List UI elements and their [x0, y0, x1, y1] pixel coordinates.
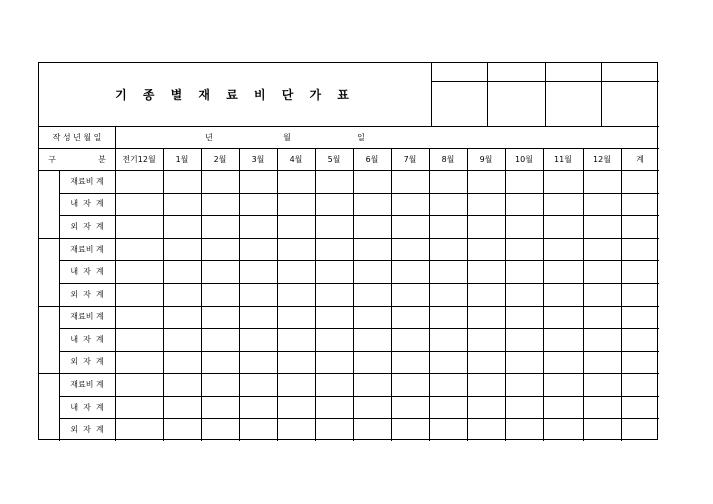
approval-header-line: [431, 81, 659, 82]
data-cell[interactable]: [430, 329, 467, 351]
data-cell[interactable]: [240, 171, 277, 193]
data-cell[interactable]: [584, 284, 621, 306]
data-cell[interactable]: [278, 307, 315, 329]
data-cell[interactable]: [278, 171, 315, 193]
data-cell[interactable]: [202, 194, 239, 216]
data-cell[interactable]: [430, 261, 467, 283]
data-cell[interactable]: [584, 261, 621, 283]
data-cell[interactable]: [622, 352, 659, 374]
data-cell[interactable]: [544, 419, 583, 441]
data-cell[interactable]: [506, 352, 543, 374]
data-cell[interactable]: [240, 374, 277, 396]
data-cell[interactable]: [544, 239, 583, 261]
data-cell[interactable]: [202, 239, 239, 261]
data-cell[interactable]: [240, 284, 277, 306]
data-cell[interactable]: [544, 284, 583, 306]
data-cell[interactable]: [240, 397, 277, 419]
data-cell[interactable]: [116, 216, 163, 238]
data-cell[interactable]: [430, 352, 467, 374]
data-cell[interactable]: [584, 329, 621, 351]
row-label: 내 자 계: [70, 334, 104, 344]
data-cell[interactable]: [316, 329, 353, 351]
data-cell[interactable]: [392, 307, 429, 329]
data-cell[interactable]: [430, 307, 467, 329]
data-cell[interactable]: [544, 194, 583, 216]
data-cell[interactable]: [584, 194, 621, 216]
data-cell[interactable]: [278, 284, 315, 306]
data-cell[interactable]: [316, 171, 353, 193]
data-cell[interactable]: [392, 284, 429, 306]
day-unit: 일: [357, 132, 365, 142]
data-cell[interactable]: [316, 397, 353, 419]
data-cell[interactable]: [544, 261, 583, 283]
data-cell[interactable]: [116, 284, 163, 306]
data-cell[interactable]: [240, 261, 277, 283]
data-cell[interactable]: [622, 261, 659, 283]
data-cell[interactable]: [202, 261, 239, 283]
data-cell[interactable]: [354, 307, 391, 329]
data-cell[interactable]: [164, 284, 201, 306]
column-header: 2월: [213, 154, 227, 164]
data-cell[interactable]: [544, 374, 583, 396]
data-cell[interactable]: [544, 307, 583, 329]
data-cell[interactable]: [430, 284, 467, 306]
data-cell[interactable]: [278, 419, 315, 441]
data-cell[interactable]: [354, 329, 391, 351]
data-cell[interactable]: [202, 216, 239, 238]
row-label: 내 자 계: [70, 267, 104, 277]
data-cell[interactable]: [354, 171, 391, 193]
data-cell[interactable]: [430, 171, 467, 193]
data-cell[interactable]: [316, 239, 353, 261]
data-cell[interactable]: [164, 194, 201, 216]
data-cell[interactable]: [116, 397, 163, 419]
data-cell[interactable]: [240, 419, 277, 441]
column-header: 6월: [365, 154, 379, 164]
row-label: 외 자 계: [70, 357, 104, 367]
data-cell[interactable]: [430, 419, 467, 441]
data-cell[interactable]: [316, 307, 353, 329]
column-header: 10월: [515, 154, 533, 164]
approval-divider: [487, 63, 488, 126]
year-unit: 년: [205, 132, 213, 142]
row-label: 외 자 계: [70, 289, 104, 299]
data-cell[interactable]: [316, 261, 353, 283]
data-cell[interactable]: [164, 419, 201, 441]
data-cell[interactable]: [584, 397, 621, 419]
data-cell[interactable]: [468, 397, 505, 419]
data-cell[interactable]: [164, 307, 201, 329]
data-cell[interactable]: [202, 307, 239, 329]
approval-left-border: [431, 63, 432, 126]
row-label: 재료비 계: [70, 380, 104, 390]
data-cell[interactable]: [354, 261, 391, 283]
data-cell[interactable]: [544, 352, 583, 374]
column-header: 7월: [403, 154, 417, 164]
data-cell[interactable]: [506, 239, 543, 261]
data-cell[interactable]: [164, 216, 201, 238]
data-cell[interactable]: [202, 352, 239, 374]
data-cell[interactable]: [240, 216, 277, 238]
data-cell[interactable]: [622, 374, 659, 396]
bun-label: 분: [98, 154, 106, 164]
data-cell[interactable]: [622, 216, 659, 238]
data-cell[interactable]: [116, 171, 163, 193]
data-cell[interactable]: [164, 374, 201, 396]
data-cell[interactable]: [506, 171, 543, 193]
data-cell[interactable]: [584, 374, 621, 396]
month-unit: 월: [283, 132, 291, 142]
data-cell[interactable]: [468, 329, 505, 351]
data-cell[interactable]: [430, 397, 467, 419]
data-cell[interactable]: [622, 194, 659, 216]
data-cell[interactable]: [544, 397, 583, 419]
data-cell[interactable]: [164, 171, 201, 193]
data-cell[interactable]: [278, 352, 315, 374]
data-cell[interactable]: [392, 329, 429, 351]
data-cell[interactable]: [584, 419, 621, 441]
data-cell[interactable]: [468, 239, 505, 261]
title-bottom-line: [39, 126, 659, 127]
data-cell[interactable]: [468, 284, 505, 306]
data-cell[interactable]: [116, 352, 163, 374]
data-cell[interactable]: [506, 216, 543, 238]
data-cell[interactable]: [622, 171, 659, 193]
data-cell[interactable]: [392, 374, 429, 396]
column-header: 전기12월: [122, 154, 156, 164]
data-cell[interactable]: [622, 307, 659, 329]
data-cell[interactable]: [116, 194, 163, 216]
data-cell[interactable]: [316, 419, 353, 441]
column-header: 1월: [175, 154, 189, 164]
data-cell[interactable]: [116, 239, 163, 261]
data-cell[interactable]: [240, 307, 277, 329]
data-cell[interactable]: [392, 239, 429, 261]
data-cell[interactable]: [506, 307, 543, 329]
data-cell[interactable]: [278, 216, 315, 238]
data-cell[interactable]: [240, 329, 277, 351]
form-title: 기 종 별 재 료 비 단 가 표: [115, 88, 355, 102]
data-cell[interactable]: [202, 329, 239, 351]
data-cell[interactable]: [164, 329, 201, 351]
data-cell[interactable]: [240, 194, 277, 216]
data-cell[interactable]: [354, 239, 391, 261]
data-cell[interactable]: [164, 397, 201, 419]
data-cell[interactable]: [392, 194, 429, 216]
data-cell[interactable]: [354, 216, 391, 238]
data-cell[interactable]: [392, 216, 429, 238]
data-cell[interactable]: [506, 261, 543, 283]
data-cell[interactable]: [278, 329, 315, 351]
data-cell[interactable]: [354, 284, 391, 306]
data-cell[interactable]: [116, 261, 163, 283]
column-header: 12월: [593, 154, 611, 164]
data-cell[interactable]: [506, 284, 543, 306]
data-cell[interactable]: [584, 216, 621, 238]
data-cell[interactable]: [468, 261, 505, 283]
row-label: 내 자 계: [70, 199, 104, 209]
data-cell[interactable]: [584, 352, 621, 374]
data-cell[interactable]: [202, 419, 239, 441]
data-cell[interactable]: [468, 352, 505, 374]
data-cell[interactable]: [622, 239, 659, 261]
data-cell[interactable]: [316, 194, 353, 216]
column-header: 11월: [554, 154, 572, 164]
data-cell[interactable]: [468, 171, 505, 193]
data-cell[interactable]: [202, 374, 239, 396]
data-cell[interactable]: [354, 374, 391, 396]
data-cell[interactable]: [468, 419, 505, 441]
data-cell[interactable]: [278, 194, 315, 216]
column-header: 9월: [479, 154, 493, 164]
data-cell[interactable]: [240, 239, 277, 261]
data-cell[interactable]: [354, 194, 391, 216]
row-label: 외 자 계: [70, 221, 104, 231]
data-cell[interactable]: [622, 397, 659, 419]
data-cell[interactable]: [430, 374, 467, 396]
row-label: 외 자 계: [70, 425, 104, 435]
row-label: 재료비 계: [70, 312, 104, 322]
data-cell[interactable]: [468, 216, 505, 238]
data-cell[interactable]: [278, 397, 315, 419]
row-label: 재료비 계: [70, 176, 104, 186]
data-cell[interactable]: [354, 419, 391, 441]
row-label: 내 자 계: [70, 402, 104, 412]
data-cell[interactable]: [584, 239, 621, 261]
data-cell[interactable]: [506, 329, 543, 351]
column-header: 4월: [289, 154, 303, 164]
data-cell[interactable]: [392, 352, 429, 374]
data-cell[interactable]: [202, 397, 239, 419]
data-cell[interactable]: [544, 216, 583, 238]
column-header: 3월: [251, 154, 265, 164]
data-cell[interactable]: [506, 374, 543, 396]
data-cell[interactable]: [316, 352, 353, 374]
approval-divider: [601, 63, 602, 126]
data-cell[interactable]: [506, 397, 543, 419]
data-cell[interactable]: [544, 171, 583, 193]
data-cell[interactable]: [202, 284, 239, 306]
data-cell[interactable]: [278, 261, 315, 283]
data-cell[interactable]: [506, 419, 543, 441]
data-cell[interactable]: [506, 194, 543, 216]
data-cell[interactable]: [354, 352, 391, 374]
data-cell[interactable]: [622, 419, 659, 441]
data-cell[interactable]: [116, 419, 163, 441]
data-cell[interactable]: [584, 171, 621, 193]
data-cell[interactable]: [622, 329, 659, 351]
data-cell[interactable]: [430, 239, 467, 261]
data-cell[interactable]: [392, 419, 429, 441]
data-cell[interactable]: [584, 307, 621, 329]
row-label: 재료비 계: [70, 244, 104, 254]
data-cell[interactable]: [316, 284, 353, 306]
data-cell[interactable]: [164, 239, 201, 261]
approval-divider: [545, 63, 546, 126]
data-cell[interactable]: [164, 352, 201, 374]
date-label: 작 성 년 월 일: [52, 132, 102, 142]
data-cell[interactable]: [202, 171, 239, 193]
data-cell[interactable]: [468, 194, 505, 216]
data-cell[interactable]: [468, 307, 505, 329]
data-cell[interactable]: [240, 352, 277, 374]
data-cell[interactable]: [316, 216, 353, 238]
data-cell[interactable]: [392, 171, 429, 193]
data-cell[interactable]: [164, 261, 201, 283]
data-cell[interactable]: [468, 374, 505, 396]
gu-label: 구: [48, 154, 56, 164]
data-cell[interactable]: [316, 374, 353, 396]
data-cell[interactable]: [430, 216, 467, 238]
data-cell[interactable]: [116, 307, 163, 329]
data-cell[interactable]: [116, 374, 163, 396]
unit-price-form: [38, 62, 658, 440]
column-header: 5월: [327, 154, 341, 164]
data-cell[interactable]: [544, 329, 583, 351]
data-cell[interactable]: [430, 194, 467, 216]
data-cell[interactable]: [354, 397, 391, 419]
data-cell[interactable]: [392, 397, 429, 419]
column-header: 계: [636, 154, 644, 164]
column-header: 8월: [441, 154, 455, 164]
data-cell[interactable]: [622, 284, 659, 306]
data-cell[interactable]: [116, 329, 163, 351]
data-cell[interactable]: [278, 374, 315, 396]
data-cell[interactable]: [278, 239, 315, 261]
data-cell[interactable]: [392, 261, 429, 283]
